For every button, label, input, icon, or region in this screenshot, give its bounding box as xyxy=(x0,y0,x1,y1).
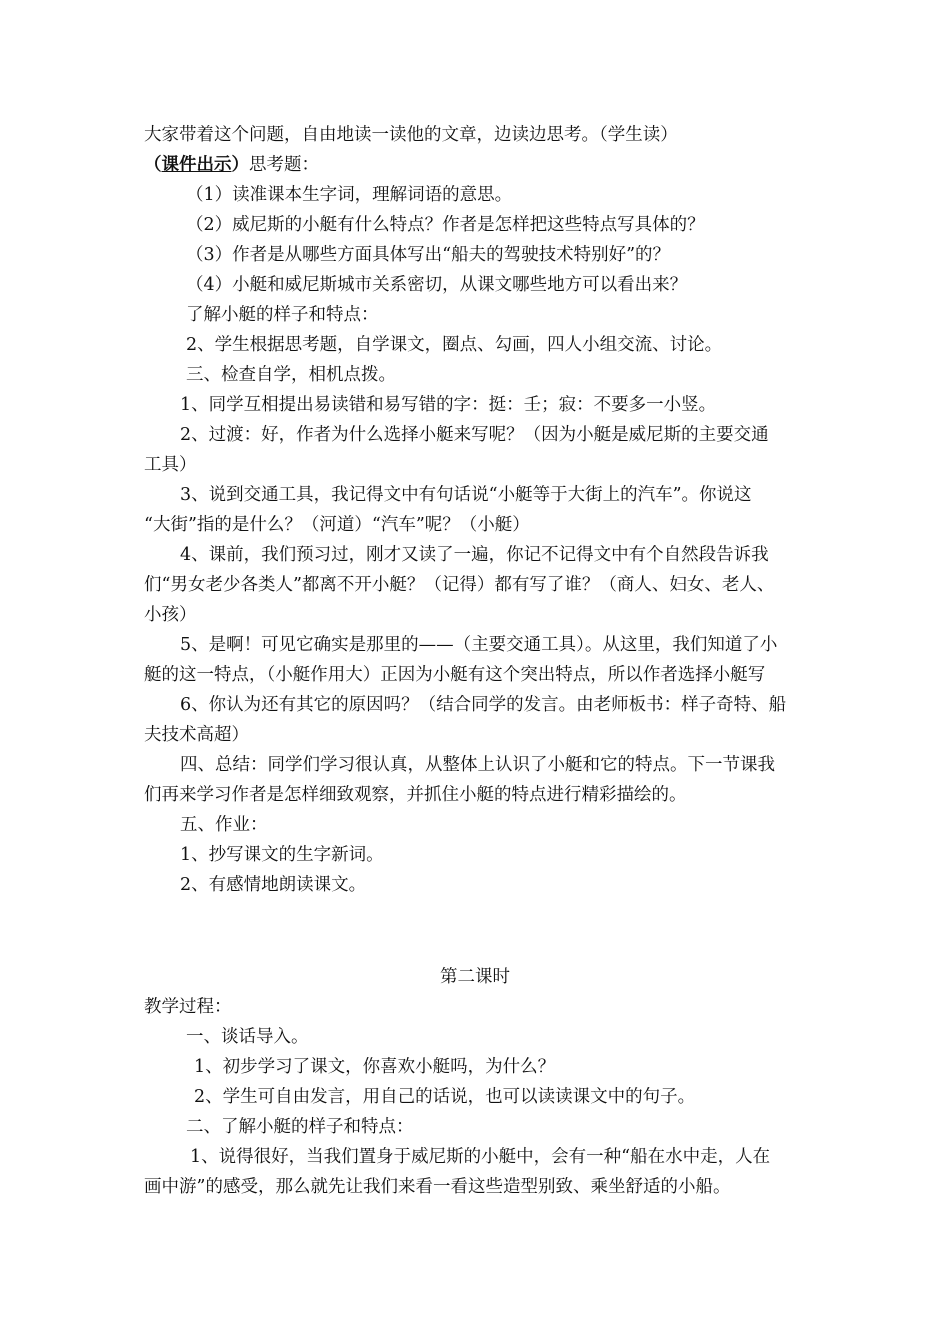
text-line: 四、总结：同学们学习很认真，从整体上认识了小艇和它的特点。下一节课我 xyxy=(180,755,775,775)
text-line: 1、初步学习了课文，你喜欢小艇吗，为什么？ xyxy=(194,1057,556,1077)
text-line: 们“男女老少各类人”都离不开小艇？（记得）都有写了谁？（商人、妇女、老人、 xyxy=(144,575,775,595)
text-line: 了解小艇的样子和特点： xyxy=(186,305,379,325)
courseware-close: ） xyxy=(231,155,249,175)
text-line: 2、学生可自由发言，用自己的话说，也可以读读课文中的句子。 xyxy=(194,1087,696,1107)
text-line: 三、检查自学，相机点拨。 xyxy=(186,365,396,385)
text-line: 二、了解小艇的样子和特点： xyxy=(186,1117,414,1137)
text-line: 小孩） xyxy=(144,605,197,625)
text-line: “大街”指的是什么？（河道）“汽车”呢？（小艇） xyxy=(144,515,530,535)
text-line: 艇的这一特点，（小艇作用大）正因为小艇有这个突出特点，所以作者选择小艇写 xyxy=(144,665,766,685)
text-line: 五、作业： xyxy=(180,815,268,835)
text-line: 夫技术高超） xyxy=(144,725,249,745)
text-line: （2）威尼斯的小艇有什么特点？作者是怎样把这些特点写具体的？ xyxy=(186,215,705,235)
text-line: 教学过程： xyxy=(144,997,232,1017)
text-line: （1）读准课本生字词，理解词语的意思。 xyxy=(186,185,513,205)
text-line: 画中游”的感受，那么就先让我们来看一看这些造型别致、乘坐舒适的小船。 xyxy=(144,1177,731,1197)
text-line: 2、过渡：好，作者为什么选择小艇来写呢？（因为小艇是威尼斯的主要交通 xyxy=(180,425,769,445)
text-line: 6、你认为还有其它的原因吗？（结合同学的发言。由老师板书：样子奇特、船 xyxy=(180,695,787,715)
section-heading: 第二课时 xyxy=(440,967,510,987)
text-line: 5、是啊！可见它确实是那里的——（主要交通工具）。从这里，我们知道了小 xyxy=(180,635,778,655)
text-line: 1、抄写课文的生字新词。 xyxy=(180,845,384,865)
text-line: 工具） xyxy=(144,455,197,475)
text-line: 2、学生根据思考题，自学课文，圈点、勾画，四人小组交流、讨论。 xyxy=(186,335,723,355)
text-line: 1、说得很好，当我们置身于威尼斯的小艇中，会有一种“船在水中走，人在 xyxy=(190,1147,771,1167)
courseware-line xyxy=(144,154,319,176)
text-line: 2、有感情地朗读课文。 xyxy=(180,875,367,895)
text-line: 4、课前，我们预习过，刚才又读了一遍，你记不记得文中有个自然段告诉我 xyxy=(180,545,769,565)
text-line: （4）小艇和威尼斯城市关系密切，从课文哪些地方可以看出来？ xyxy=(186,275,688,295)
text-line: 大家带着这个问题，自由地读一读他的文章，边读边思考。（学生读） xyxy=(144,125,678,145)
text-line: 一、谈话导入。 xyxy=(186,1027,309,1047)
courseware-open: （ xyxy=(144,155,162,175)
text-line: 1、同学互相提出易读错和易写错的字：挺：壬；寂：不要多一小竖。 xyxy=(180,395,717,415)
text-line: 思考题： xyxy=(249,155,319,175)
text-line: 们再来学习作者是怎样细致观察，并抓住小艇的特点进行精彩描绘的。 xyxy=(144,785,687,805)
text-line: （3）作者是从哪些方面具体写出“船夫的驾驶技术特别好”的？ xyxy=(186,245,671,265)
courseware-label: 课件出示 xyxy=(161,155,232,175)
text-line: 3、说到交通工具，我记得文中有句话说“小艇等于大街上的汽车”。你说这 xyxy=(180,485,752,505)
